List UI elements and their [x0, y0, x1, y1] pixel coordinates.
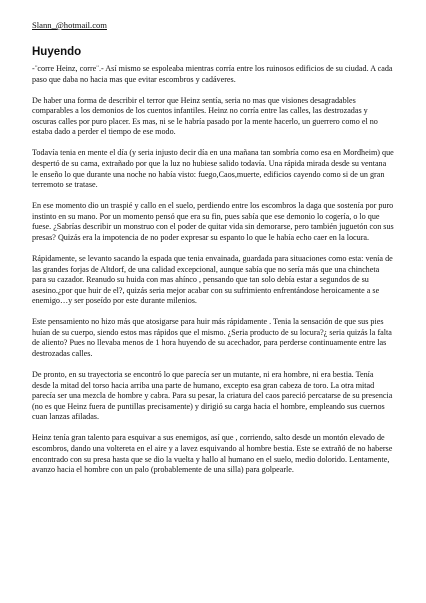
- author-email[interactable]: Slann_@hotmail.com: [32, 20, 107, 30]
- document-page: [32, 20, 394, 486]
- paragraph-2: De haber una forma de describir el terror que Heinz sentía, seria no mas que visiones desagradables comparables a los demonios de los cuentos infantiles. Heinz no corría entre las calles, las destrozadas y oscuras calles por puro placer. Es mas, ni se le habría pasado por la mente hacerlo, un guerrero como el no estaba dado a perder el tiempo de ese modo.: [32, 95, 378, 137]
- paragraph-7: De pronto, en su trayectoria se encontró lo que parecía ser un mutante, ni era hombre, ni era bestia. Tenía desde la mitad del torso hacia arriba una parte de humano, excepto esa gran cabeza de toro. La otra mitad parecía ser una mezcla de hombre y cabra. Para su pesar, la criatura del caos pareció percatarse de su presencia (no es que Heinz fuera de puntillas precisamente) y dirigió su carga hacia el hombre, empleando sus cuernos cuan lanzas afiladas.: [32, 370, 393, 422]
- paragraph-1: -¨corre Heinz, corre¨.- Así mismo se espoleaba mientras corría entre los ruinosos edificios de su ciudad. A cada paso que daba no hacia mas que evitar escombros y cadáveres.: [32, 64, 393, 84]
- paragraph-6: Este pensamiento no hizo más que atosigarse para huir más rápidamente . Tenia la sensación de que sus pies huían de su cuerpo, siendo estos mas rápidos que el mismo. ¿Seria producto de su locura?¿ seria quizás la falta de aliento? Pues no llevaba menos de 1 hora huyendo de su acechador, para perderse continuamente entre las destrozadas calles.: [32, 317, 392, 358]
- paragraph-3: Todavía tenia en mente el día (y seria injusto decir día en una mañana tan sombría como esa en Mordheim) que despertó de su cama, extrañado por que la luz no hubiese salido todavía. Una rápida mirada desde su ventana le enseño lo que durante una noche no había visto: fuego,Caos,muerte, edificios cayendo como si de un gran terremoto se tratase.: [32, 148, 394, 190]
- story-title: Huyendo: [32, 46, 82, 58]
- paragraph-5: Rápidamente, se levanto sacando la espada que tenia envainada, guardada para situaciones como esta: venía de las grandes forjas de Altdorf, de una calidad excepcional, aunque sabía que no sería más que una chincheta para su cazador. Reanudo su huida con mas ahínco , pensando que tan solo debía estar a segundos de su asesino.¿por que huir de el?, quizás seria mejor acabar con su sufrimiento enfrentándose heroicamente a se enemigo…y ser poseído por este durante milenios.: [32, 254, 393, 306]
- paragraph-4: En ese momento dio un traspié y callo en el suelo, perdiendo entre los escombros la daga que sostenía por puro instinto en su mano. Por un momento pensó que era su fin, pues sabía que ese demonio lo cogería, o lo que fuese. ¿Sabrías describir un monstruo con el poder de quitar vida sin demorarse, pero también juguetón con sus presas? Quizás era la impotencia de no poder expresar su espanto lo que le había echo caer en la locura.: [32, 201, 394, 242]
- paragraph-8: Heinz tenía gran talento para esquivar a sus enemigos, así que , corriendo, salto desde un montón elevado de escombros, dando una voltereta en el aire y a lavez esquivando al hombre bestia. Este se extrañó de no haberse encontrado con su presa hasta que se dio la vuelta y hallo al humano en el suelo, medio dolorido. Lentamente, avanzo hacia el hombre con un palo (probablemente de una silla) para golpearle.: [32, 433, 393, 475]
